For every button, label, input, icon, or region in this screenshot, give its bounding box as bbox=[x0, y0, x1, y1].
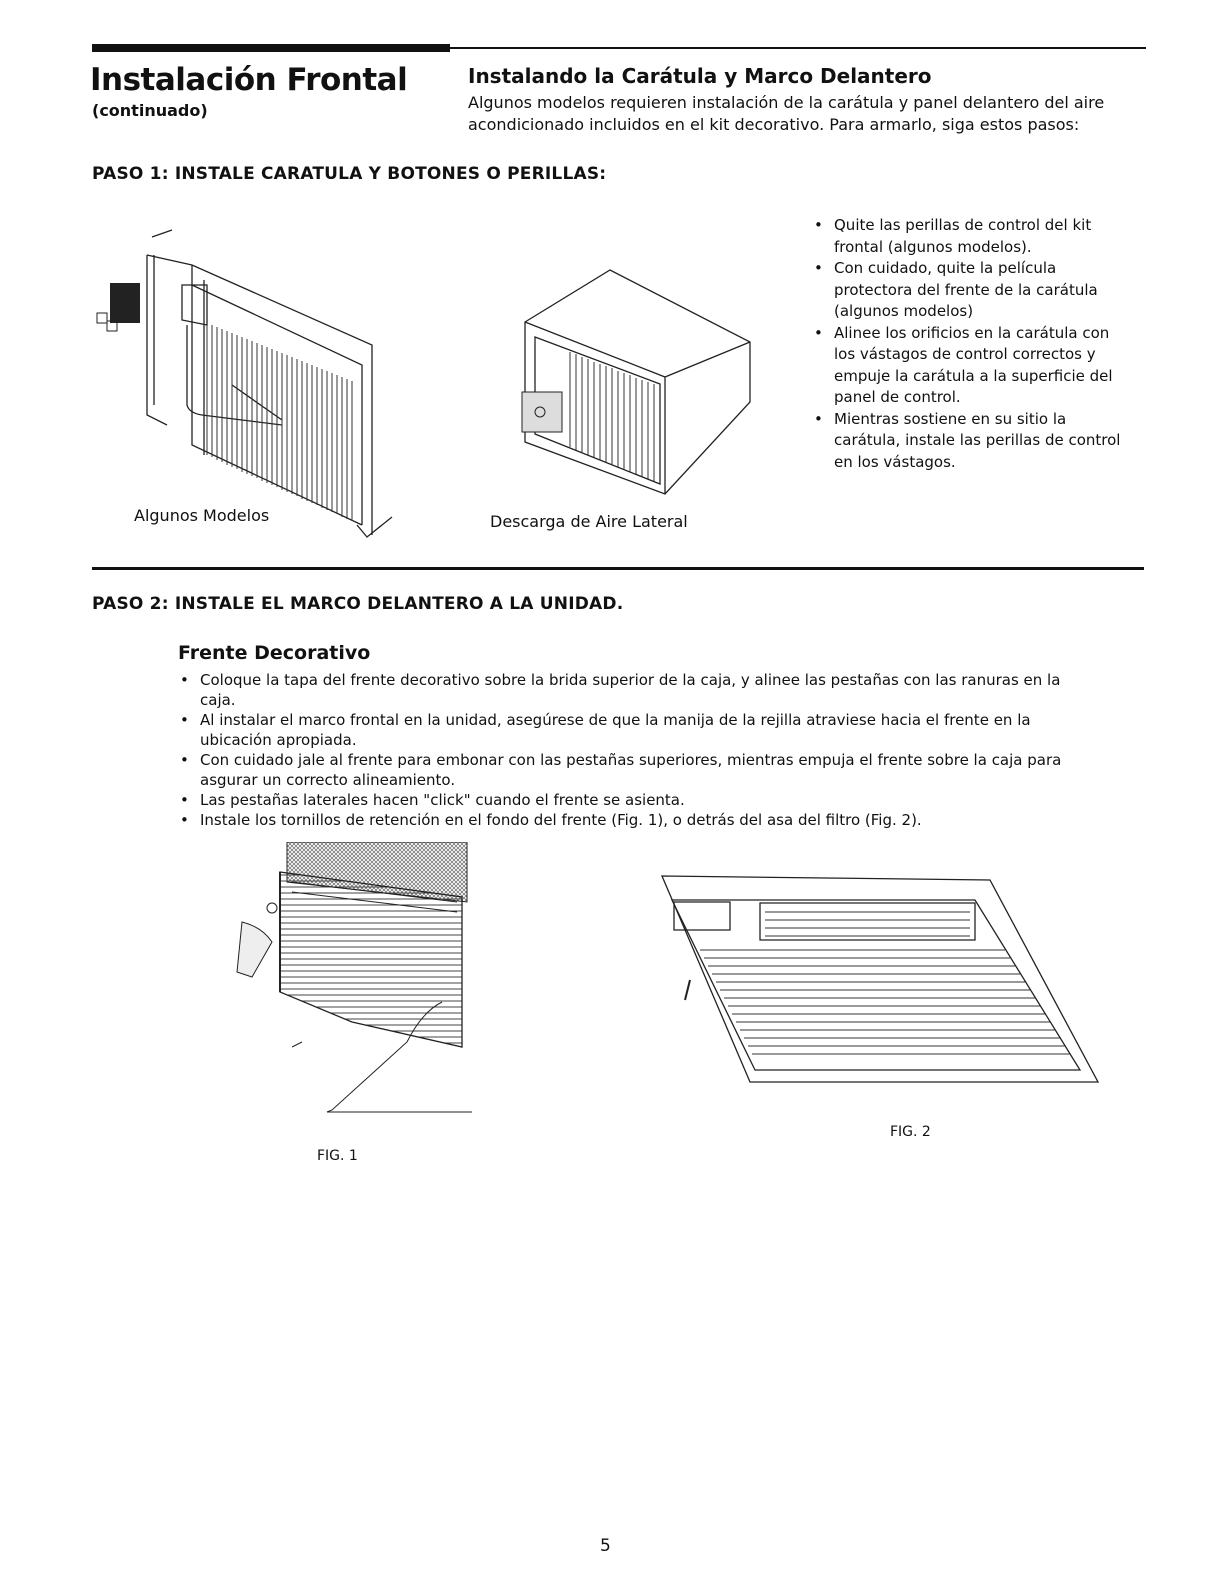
figure-2-illustration bbox=[660, 870, 1100, 1090]
intro-text: Algunos modelos requieren instalación de la carátula y panel delantero del aire acondicionado incluidos en el kit decorativo. Para armarlo, siga estos pasos: bbox=[468, 93, 1105, 134]
top-rule-thin bbox=[450, 47, 1146, 49]
list-item: • Al instalar el marco frontal en la unidad, asegúrese de que la manija de la rejilla atraviese hacia el frente en la ubicación apropiada. bbox=[178, 710, 1088, 750]
list-item: • Quite las perillas de control del kit frontal (algunos modelos). bbox=[812, 215, 1130, 258]
caption-some-models: Algunos Modelos bbox=[134, 506, 270, 525]
section-heading: Instalando la Carátula y Marco Delantero bbox=[468, 64, 932, 88]
step2-heading: PASO 2: INSTALE EL MARCO DELANTERO A LA UNIDAD. bbox=[92, 594, 624, 614]
top-rule-thick bbox=[92, 44, 450, 52]
list-item: • Con cuidado, quite la película protectora del frente de la carátula (algunos modelos) bbox=[812, 258, 1130, 323]
page-number: 5 bbox=[600, 1536, 611, 1556]
list-item: • Coloque la tapa del frente decorativo sobre la brida superior de la caja, y alinee las pestañas con las ranuras en la caja. bbox=[178, 670, 1088, 710]
illustration-side-discharge bbox=[510, 262, 770, 502]
step1-heading: PASO 1: INSTALE CARATULA Y BOTONES O PERILLAS: bbox=[92, 164, 607, 184]
figure-1-illustration bbox=[232, 842, 472, 1117]
list-item: • Las pestañas laterales hacen "click" cuando el frente se asienta. bbox=[178, 790, 1088, 810]
list-item: • Instale los tornillos de retención en el fondo del frente (Fig. 1), o detrás del asa del filtro (Fig. 2). bbox=[178, 810, 1088, 830]
list-item: • Alinee los orificios en la carátula con los vástagos de control correctos y empuje la carátula a la superficie del panel de control. bbox=[812, 323, 1130, 409]
section-divider bbox=[92, 567, 1144, 570]
page-title: Instalación Frontal bbox=[90, 62, 408, 98]
illustration-some-models bbox=[92, 225, 402, 545]
step2-subheading: Frente Decorativo bbox=[178, 642, 371, 664]
step2-bullets bbox=[178, 670, 1088, 830]
page-subtitle: (continuado) bbox=[92, 101, 208, 120]
list-item: • Con cuidado jale al frente para embonar con las pestañas superiores, mientras empuja el frente sobre la caja para asgurar un correcto alineamiento. bbox=[178, 750, 1088, 790]
list-item: • Mientras sostiene en su sitio la carátula, instale las perillas de control en los vástagos. bbox=[812, 409, 1130, 474]
fig2-label: FIG. 2 bbox=[890, 1124, 931, 1140]
caption-side-discharge: Descarga de Aire Lateral bbox=[490, 512, 688, 531]
fig1-label: FIG. 1 bbox=[317, 1148, 358, 1164]
step1-bullets bbox=[812, 215, 1130, 473]
